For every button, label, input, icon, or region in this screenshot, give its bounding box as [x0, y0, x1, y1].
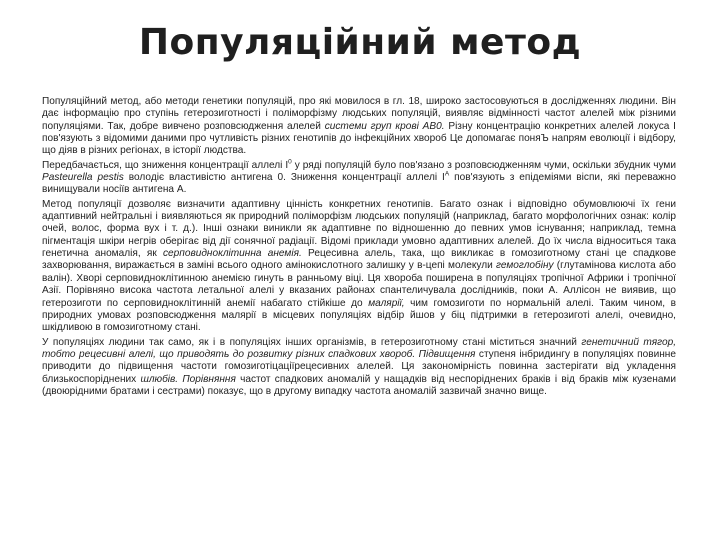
paragraph-4	[42, 337, 676, 399]
paragraph-3-italic-malaria: малярії,	[368, 297, 405, 309]
paragraph-2-text-e: пов'язують з епідеміями віспи, які переважно винищували носіїв антигена А.	[42, 172, 677, 196]
paragraph-2-text-d: володіє властивістю антигена 0. Зниження концентрації аллелі I	[123, 172, 445, 184]
paragraph-1-italic-abo: системи груп крові АВ0.	[324, 120, 445, 132]
paragraph-3	[42, 199, 676, 335]
paragraph-4-italic-genetic-load: генетичний тягор, тобто рецесивні алелі, що приводять до розвитку різних спадкових хвороб. Підвищення	[42, 336, 677, 360]
paragraph-2	[42, 160, 676, 197]
paragraph-1-text-a: Популяційний метод, або методи генетики популяцій, про які мовилося в гл. 18, широко застосовуються в дослідженнях людини. Він дає інформацію про ступінь гетерозиготності і поліморфізму людських популяцій, виявляє відмінності частот алелей між різними популяціями. Так, добре вивчено розповсюдження алелей	[42, 96, 676, 132]
paragraph-2-superscript-0: 0	[288, 158, 292, 166]
paragraph-1	[42, 96, 676, 158]
paragraph-4-text-a: У популяціях людини так само, як і в популяціях інших організмів, в гетерозиготному стані міститься значний	[42, 336, 582, 348]
paragraph-4-text-c: ступеня інбридингу в популяціях повинне приводити до підвищення частоти гомозиготіцаціїрецесивних алелей. Ця закономірність повинна застерігати від укладення близькоспоріднених	[42, 348, 676, 385]
paragraph-2-text-a: Передбачається, що зниження концентрації аллелі I	[42, 159, 289, 171]
paragraph-2-superscript-a: A	[444, 170, 450, 178]
paragraph-2-text-b: у ряді популяцій було пов'язано з розповсюдженням чуми, оскільки збудник чуми	[291, 159, 677, 171]
page-title: Популяційний метод	[138, 22, 582, 63]
paragraph-3-text-e: (глутамінова кислота або валін). Хворі серповидноклітинною анемією гинуть в ранньому віці. Ця хвороба поширена в популяціях тропічної Африки і тропічної Азії. Порівняно висока частота летальної алелі у вказаних районах спантеличувала дослідників, поки А. Аллісон не виявив, що гетерозиготи по серповидноклітинній анемії набагато стійкіше до	[42, 260, 676, 309]
paragraph-3-text-g: чим гомозиготи по нормальній алелі. Таким чином, в природних умовах розповсюдження малярії в місцевих популяціях відбір йшов у біц підтримки в гетерозиготі алелі, очевидно, шкідливою в гомозиготному стані.	[42, 297, 676, 334]
paragraph-3-text-a: Метод популяції дозволяє визначити адаптивну цінність конкретних генотипів. Багато ознак і відповідно обумовлюючі їх гени адаптивний нейтральні і виявляються як природний поліморфізм людських популяцій (наприклад, багато морфологічних ознак: колір очей, волос, форма вух і т. д.). Інші ознаки виникли як адаптивне по відношенню до певних умов існування; наприклад, темна пігментація шкіри негрів оберігає від дії сонячної радіації. Відомі приклади умовно адаптивних алелей. До їх числа відноситься така генетична аномалія, як	[42, 198, 676, 260]
paragraph-2-italic-pathogen: Pasteurella pestis	[42, 172, 124, 184]
paragraph-3-italic-hemoglobin: гемоглобіну	[495, 260, 554, 272]
paragraph-4-italic-comparison: шлюбів. Порівняння	[140, 373, 236, 385]
paragraph-3-italic-anemia: серповидноклітинна анемія.	[163, 248, 302, 260]
paragraph-1-text-c: Різну концентрацію конкретних алелей локуса I пов'язують з відомими даними про чутливість різних генотипів до інфекційних хвороб Це допомагає поняЪ напрям еволюції і відбору, що діяв в різних регіонах, в історії людства.	[42, 120, 676, 157]
slide-body	[42, 96, 676, 400]
paragraph-3-text-c: Рецесивна алель, така, що викликає в гомозиготному стані це спадкове захворювання, виражається в заміні всього одного амінокислотного залишку у в-цепі молекули	[42, 248, 676, 272]
paragraph-4-text-e: частот спадкових аномалій у нащадків від неспоріднених браків і від браків між кузенами (двоюрідними братами і сестрами) показує, що в другому випадку частота аномалій зазвичай значно вище.	[42, 373, 677, 397]
